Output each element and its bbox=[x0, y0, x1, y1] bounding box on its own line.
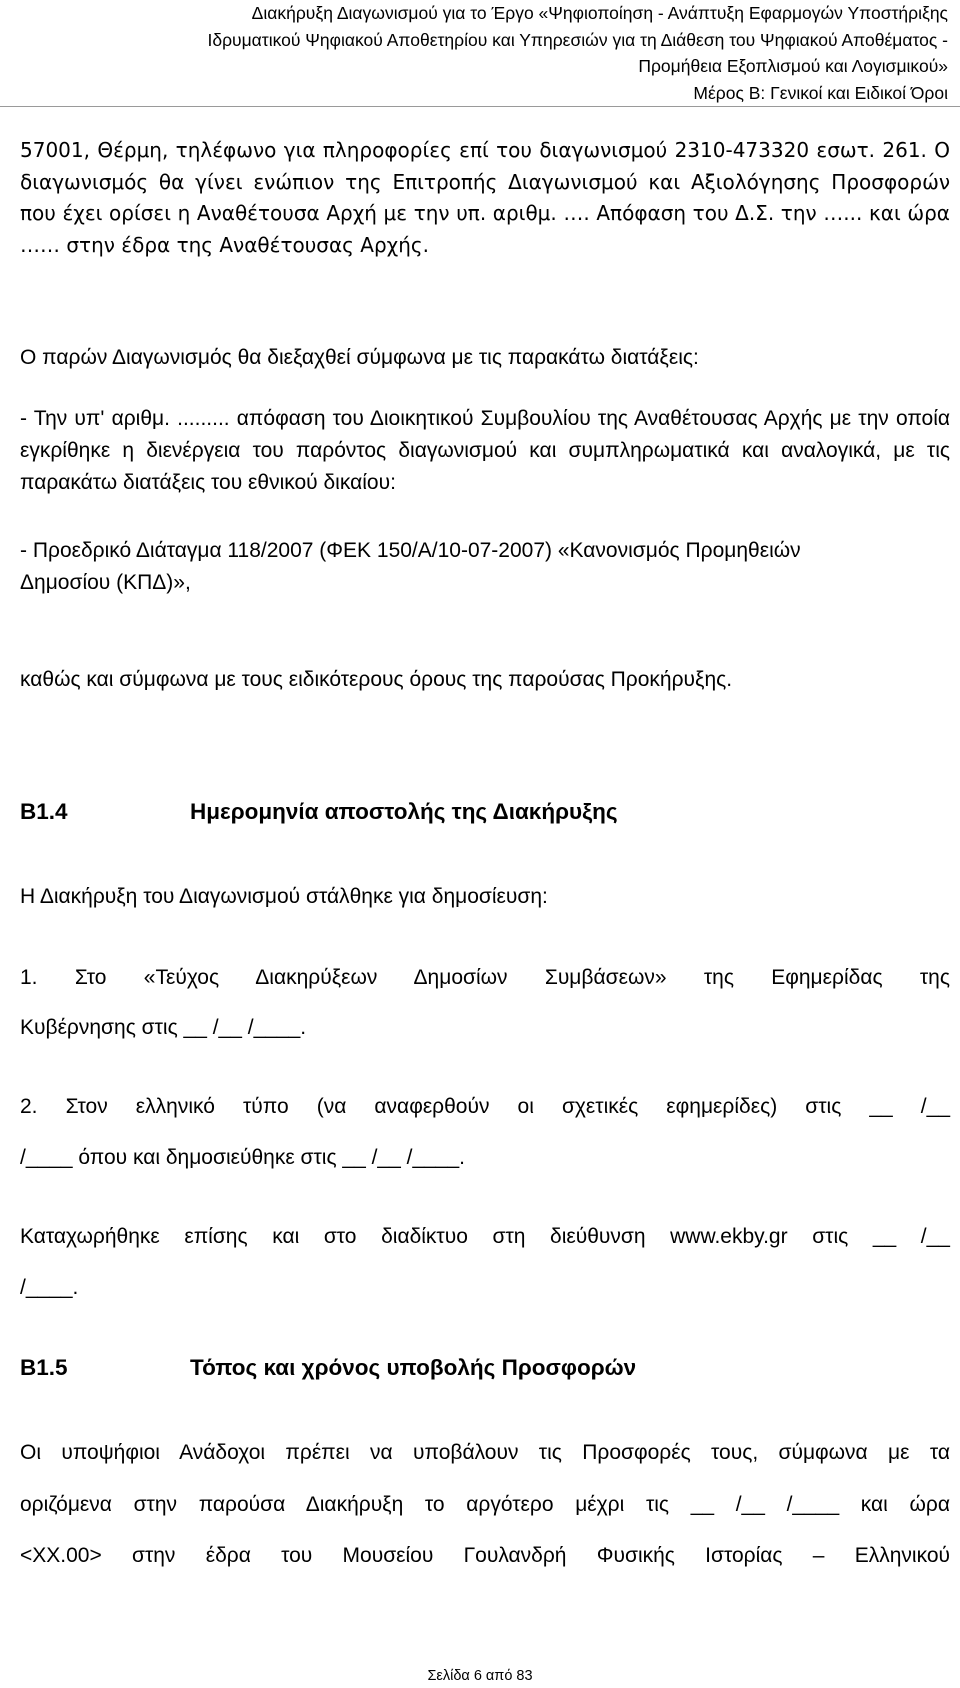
b14-item-1-line-1: 1. Στο «Τεύχος Διακηρύξεων Δημοσίων Συμβάσεων» της Εφημερίδας της bbox=[20, 966, 950, 989]
section-number: Β1.5 bbox=[20, 1355, 68, 1380]
closing-sentence: καθώς και σύμφωνα με τους ειδικότερους όρους της παρούσας Προκήρυξης. bbox=[20, 668, 733, 691]
b15-line-2: οριζόμενα στην παρούσα Διακήρυξη το αργότερο μέχρι τις __ /__ /____ και ώρα bbox=[20, 1493, 950, 1516]
b14-item-1-line-2: Κυβέρνησης στις __ /__ /____. bbox=[20, 1016, 307, 1039]
page-number: Σελίδα 6 από 83 bbox=[427, 1668, 533, 1684]
header-line-2: Ιδρυματικού Ψηφιακού Αποθετηρίου και Υπηρεσιών για τη Διάθεση του Ψηφιακού Αποθέματος - bbox=[207, 29, 948, 50]
header-line-3: Προμήθεια Εξοπλισμού και Λογισμικού» bbox=[638, 56, 948, 76]
b15-line-1: Οι υποψήφιοι Ανάδοχοι πρέπει να υποβάλουν τις Προσφορές τους, σύμφωνα με τα bbox=[20, 1441, 950, 1464]
section-title: Ημερομηνία αποστολής της Διακήρυξης bbox=[190, 799, 618, 824]
b14-item-2-line-2: /____ όπου και δημοσιεύθηκε στις __ /__ /____. bbox=[20, 1146, 465, 1169]
provisions-sentence: Ο παρών Διαγωνισμός θα διεξαχθεί σύμφωνα με τις παρακάτω διατάξεις: bbox=[20, 346, 699, 369]
header-divider bbox=[0, 106, 960, 107]
b14-web-line-2: /____. bbox=[20, 1276, 79, 1299]
header-line-1: Διακήρυξη Διαγωνισμού για το Έργο «Ψηφιοποίηση - Ανάπτυξη Εφαρμογών Υποστήριξης bbox=[251, 3, 948, 23]
section-number: Β1.4 bbox=[20, 799, 68, 824]
running-header bbox=[8, 0, 948, 106]
section-title: Τόπος και χρόνος υποβολής Προσφορών bbox=[190, 1355, 637, 1380]
header-line-4: Μέρος Β: Γενικοί και Ειδικοί Όροι bbox=[693, 82, 948, 103]
intro-paragraph: 57001, Θέρμη, τηλέφωνο για πληροφορίες επί του διαγωνισμού 2310-473320 εσωτ. 261. Ο διαγωνισμός θα γίνει ενώπιον της Επιτροπής Διαγωνισμού και Αξιολόγησης Προσφορών που έχει ορίσει η Αναθέτουσα Αρχή με την υπ. αριθμ. …. Απόφαση του Δ.Σ. την …... και ώρα …… στην έδρα της Αναθέτουσας Αρχής. bbox=[20, 138, 950, 257]
b14-item-2-line-1: 2. Στον ελληνικό τύπο (να αναφερθούν οι σχετικές εφημερίδες) στις __ /__ bbox=[20, 1095, 950, 1118]
decree-paragraph: - Προεδρικό Διάταγμα 118/2007 (ΦΕΚ 150/Α/10-07-2007) «Κανονισμός Προμηθειών Δημοσίου (ΚΠΔ)», bbox=[20, 539, 801, 594]
b14-web-line-1: Καταχωρήθηκε επίσης και στο διαδίκτυο στη διεύθυνση www.ekby.gr στις __ /__ bbox=[20, 1225, 950, 1248]
b15-line-3: <ΧΧ.00> στην έδρα του Μουσείου Γουλανδρή Φυσικής Ιστορίας – Ελληνικού bbox=[20, 1544, 950, 1567]
b14-lead: Η Διακήρυξη του Διαγωνισμού στάλθηκε για δημοσίευση: bbox=[20, 885, 548, 908]
decision-paragraph: - Την υπ' αριθμ. ......... απόφαση του Διοικητικού Συμβουλίου της Αναθέτουσας Αρχής με την οποία εγκρίθηκε η διενέργεια του παρόντος διαγωνισμού και συμπληρωματικά και αναλογικά, με τις παρακάτω διατάξεις του εθνικού δικαίου: bbox=[20, 407, 950, 494]
